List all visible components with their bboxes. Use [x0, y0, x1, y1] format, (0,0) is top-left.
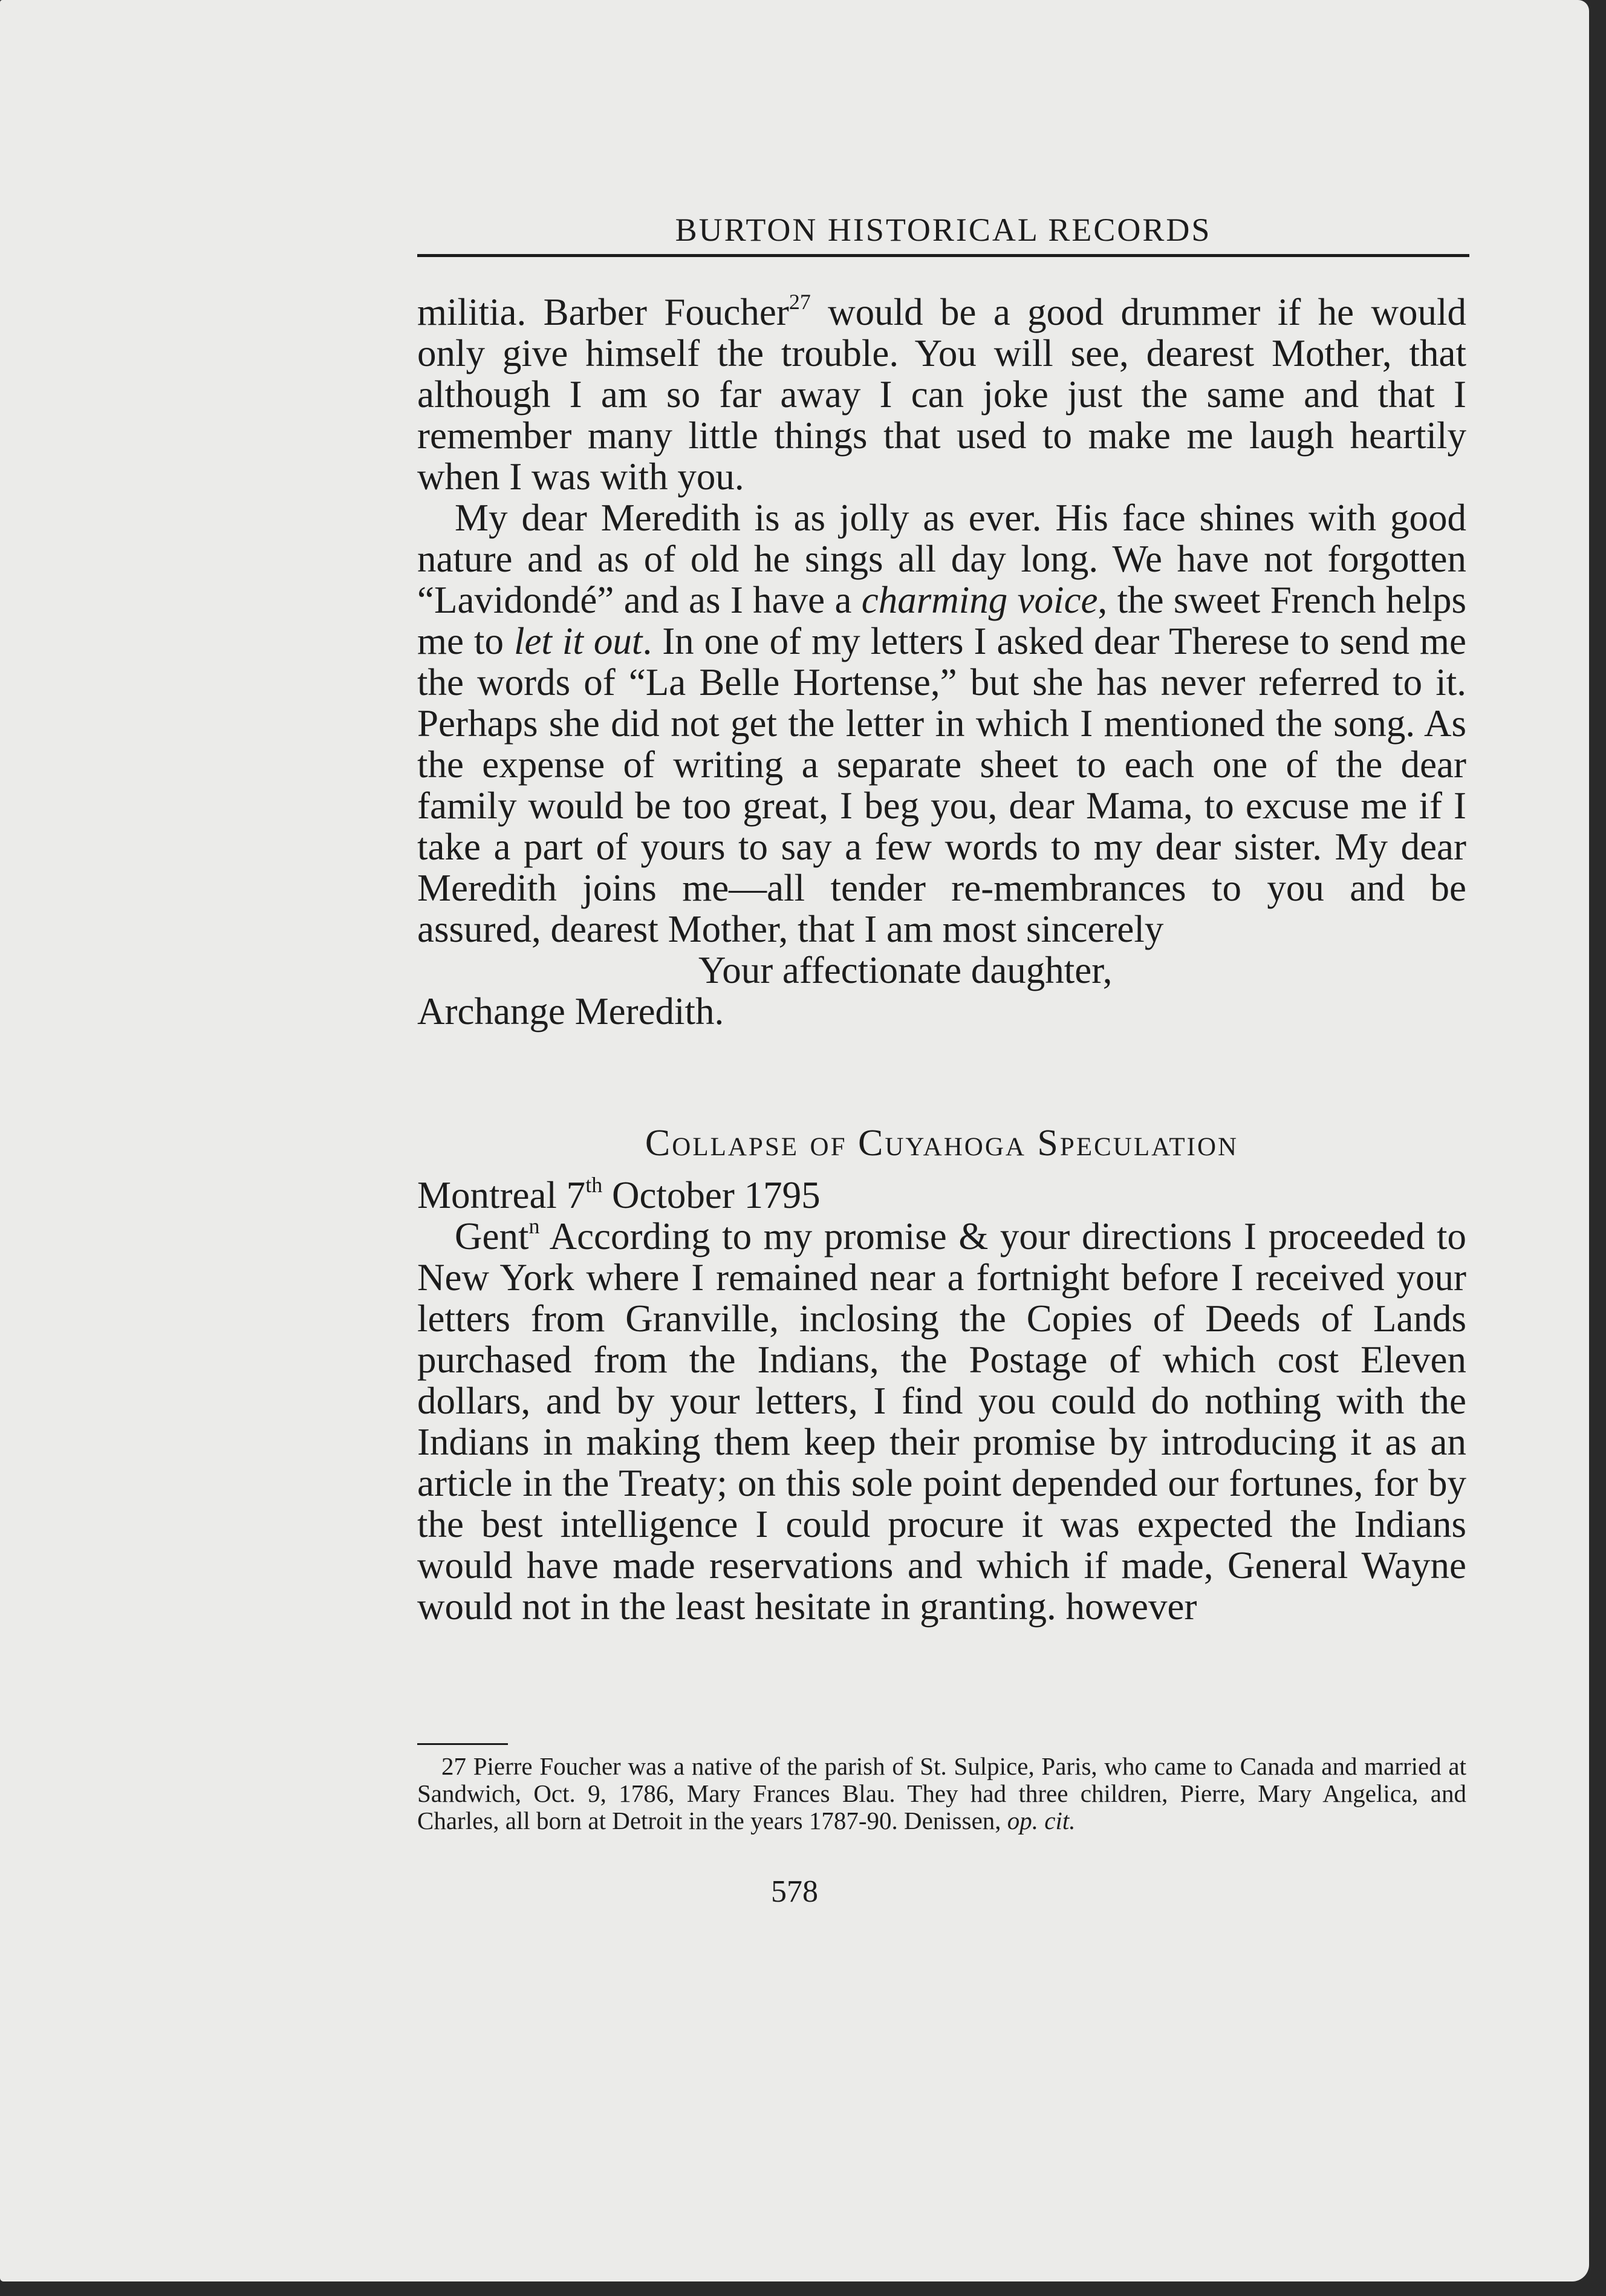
text-run: . In one of my letters I asked dear Therese to send me the words of “La Belle Hortense,” but she has never referred to it. Perhaps she did not get the letter in which I mentioned the song. As the expense of writing a separate sheet to each one of the dear family would be too great, I beg you, dear Mama, to excuse me if I take a part of yours to say a few words to my dear sister. My dear Meredith joins me—all tender re-membrances to you and be assured, dearest Mother, that I am most sincerely — [417, 620, 1467, 950]
page-body — [417, 292, 1466, 1627]
page-number: 578 — [771, 1874, 818, 1909]
letter-signature: Archange Meredith. — [417, 990, 724, 1032]
letter-paragraph-2 — [417, 497, 1466, 950]
section-title: Collapse of Cuyahoga Speculation — [645, 1123, 1239, 1164]
footnote-rule — [417, 1743, 508, 1745]
salutation: Gent — [455, 1215, 529, 1257]
footnote — [417, 1753, 1466, 1835]
dateline-place: Montreal 7 — [417, 1174, 586, 1216]
footnote-number: 27 — [441, 1752, 466, 1780]
footnote-citation: op. cit. — [1007, 1807, 1076, 1835]
italic-phrase: charming voice — [861, 579, 1098, 621]
text-run: would be a good drummer if he would only give himself the trouble. You will see, dearest Mother, that although I am so far away I can joke just the same and that I remember many little things that used to make me laugh heartily when I was with you. — [417, 291, 1466, 498]
text-run: My dear Meredith is as jolly as ever. His face shines with good nature and as of old he sings all day long. We have not forgotten “Lavidondé” and as I have a — [417, 497, 1466, 621]
letter-closing: Your affectionate daughter, — [698, 949, 1113, 991]
dateline — [417, 1175, 1466, 1216]
dateline-rest: October 1795 — [602, 1174, 821, 1216]
text-run: , the sweet French helps me to — [417, 579, 1466, 662]
footnote-text: Pierre Foucher was a native of the parish of St. Sulpice, Paris, who came to Canada and married at Sandwich, Oct. 9, 1786, Mary Frances Blau. They had three children, Pierre, Mary Angelica, and Charles, all born at Detroit in the years 1787-90. Denissen, — [417, 1752, 1466, 1835]
dateline-superscript: th — [585, 1173, 603, 1197]
footnote-reference: 27 — [788, 290, 811, 314]
salutation-superscript: n — [528, 1214, 540, 1238]
text-run: militia. Barber Foucher — [417, 291, 789, 333]
letter-body-text: According to my promise & your directions I proceeded to New York where I remained near a fortnight before I received your letters from Granville, inclosing the Copies of Deeds of Lands purchased from the Indians, the Postage of which cost Eleven dollars, and by your letters, I find you could do nothing with the Indians in making them keep their promise by introducing it as an article in the Treaty; on this sole point depended our fortunes, for by the best intelligence I could procure it was expected the Indians would have made reservations and which if made, General Wayne would not in the least hesitate in granting. however — [417, 1215, 1466, 1628]
page-header — [417, 210, 1469, 257]
letter-body — [417, 1216, 1466, 1627]
letter-paragraph-1 — [417, 292, 1466, 497]
running-head: BURTON HISTORICAL RECORDS — [675, 212, 1212, 248]
italic-phrase: let it out — [513, 620, 643, 662]
